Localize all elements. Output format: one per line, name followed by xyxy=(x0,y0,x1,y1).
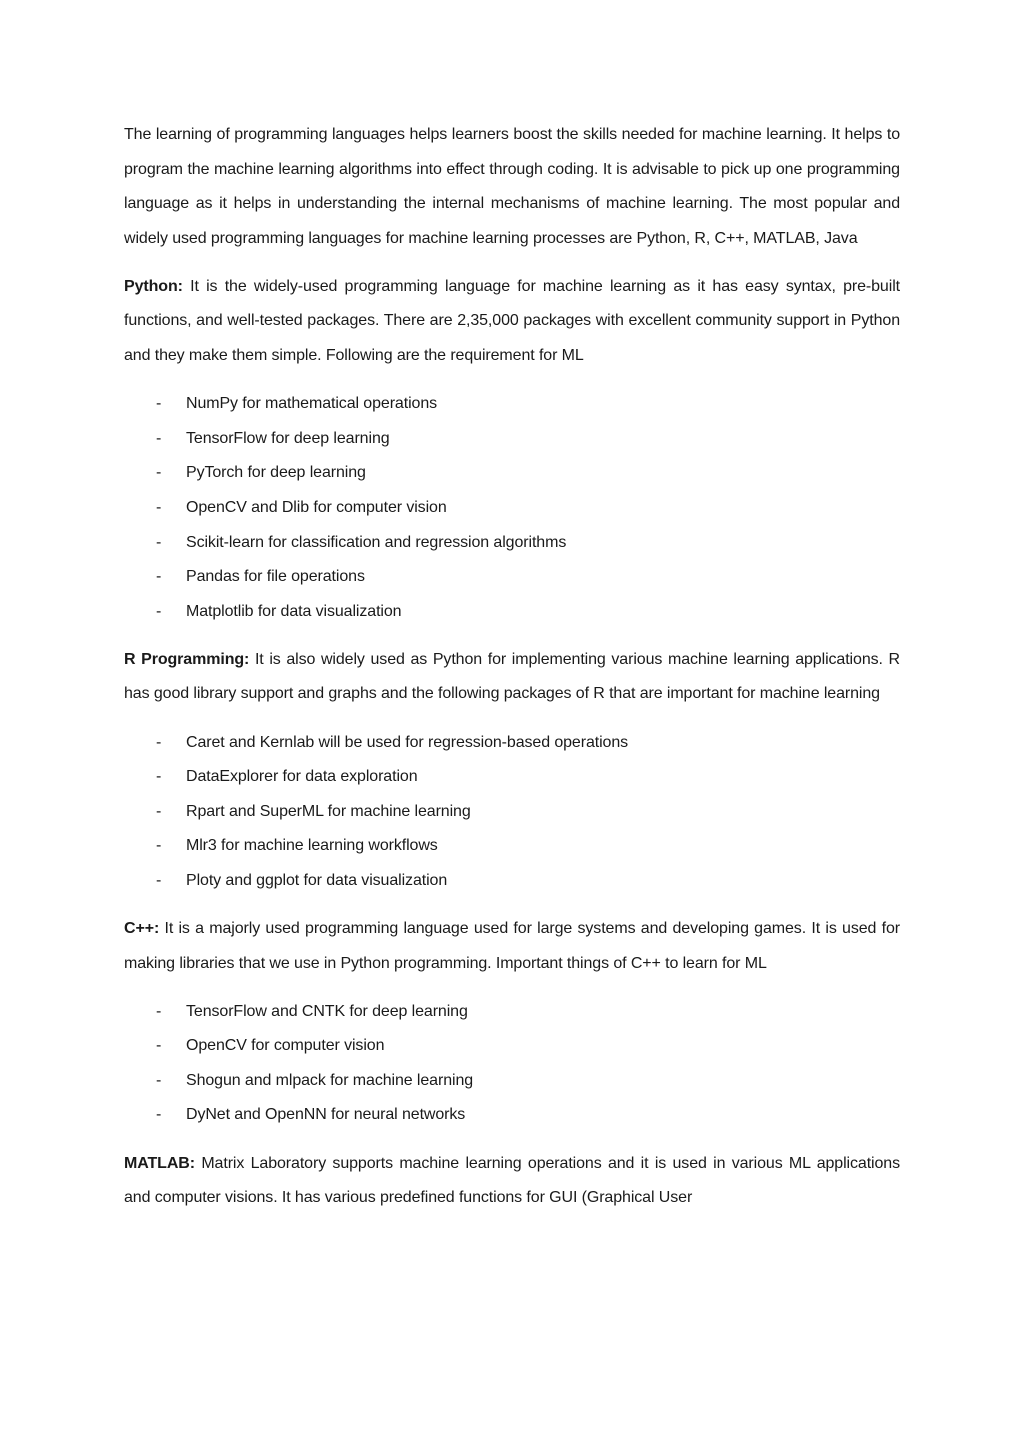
list-item xyxy=(124,726,900,761)
list-item-text: OpenCV and Dlib for computer vision xyxy=(186,498,447,516)
bullet-dash: - xyxy=(156,1002,162,1020)
document-page xyxy=(124,118,900,1229)
list-item-text: Mlr3 for machine learning workflows xyxy=(186,837,438,855)
bullet-dash: - xyxy=(156,395,162,413)
list-item-text: Rpart and SuperML for machine learning xyxy=(186,802,471,820)
cpp-text: It is a majorly used programming language used for large systems and developing games. It is used for making libraries that we use in Python programming. Important things of C++ to learn for ML xyxy=(124,919,900,972)
list-item-text: TensorFlow for deep learning xyxy=(186,429,390,447)
list-item xyxy=(124,760,900,795)
bullet-dash: - xyxy=(156,429,162,447)
r-programming-paragraph xyxy=(124,643,900,712)
bullet-dash: - xyxy=(156,768,162,786)
bullet-dash: - xyxy=(156,602,162,620)
list-item xyxy=(124,387,900,422)
bullet-dash: - xyxy=(156,464,162,482)
bullet-dash: - xyxy=(156,871,162,889)
list-item xyxy=(124,1098,900,1133)
list-item xyxy=(124,526,900,561)
list-item-text: Pandas for file operations xyxy=(186,568,365,586)
bullet-dash: - xyxy=(156,1106,162,1124)
cpp-paragraph xyxy=(124,912,900,981)
list-item-text: NumPy for mathematical operations xyxy=(186,395,438,413)
list-item xyxy=(124,995,900,1030)
list-item xyxy=(124,595,900,630)
bullet-dash: - xyxy=(156,533,162,551)
list-item-text: Matplotlib for data visualization xyxy=(186,602,402,620)
matlab-text: Matrix Laboratory supports machine learning operations and it is used in various ML applications and computer visions. It has various predefined functions for GUI (Graphical User xyxy=(124,1154,900,1207)
intro-paragraph: The learning of programming languages helps learners boost the skills needed for machine learning. It helps to program the machine learning algorithms into effect through coding. It is advisable to pick up one programming language as it helps in understanding the internal mechanisms of machine learning. The most popular and widely used programming languages for machine learning processes are Python, R, C++, MATLAB, Java xyxy=(124,126,900,247)
list-item xyxy=(124,829,900,864)
list-item-text: PyTorch for deep learning xyxy=(186,464,366,482)
list-item-text: Scikit-learn for classification and regression algorithms xyxy=(186,533,567,551)
list-item xyxy=(124,795,900,830)
list-item xyxy=(124,864,900,899)
bullet-dash: - xyxy=(156,1071,162,1089)
r-programming-heading: R Programming: xyxy=(124,650,250,668)
list-item-text: DataExplorer for data exploration xyxy=(186,768,418,786)
python-text: It is the widely-used programming language for machine learning as it has easy syntax, pre-built functions, and well-tested packages. There are 2,35,000 packages with excellent community support in Python and they make them simple. Following are the requirement for ML xyxy=(124,277,900,365)
bullet-dash: - xyxy=(156,568,162,586)
bullet-dash: - xyxy=(156,802,162,820)
bullet-dash: - xyxy=(156,498,162,516)
list-item xyxy=(124,1064,900,1099)
list-item xyxy=(124,1029,900,1064)
cpp-heading: C++: xyxy=(124,919,160,937)
python-heading: Python: xyxy=(124,277,183,295)
cpp-library-list xyxy=(124,995,900,1133)
list-item-text: Caret and Kernlab will be used for regression-based operations xyxy=(186,733,629,751)
matlab-heading: MATLAB: xyxy=(124,1154,195,1172)
bullet-dash: - xyxy=(156,1037,162,1055)
list-item-text: OpenCV for computer vision xyxy=(186,1037,385,1055)
list-item xyxy=(124,456,900,491)
list-item xyxy=(124,560,900,595)
list-item xyxy=(124,422,900,457)
python-package-list xyxy=(124,387,900,629)
bullet-dash: - xyxy=(156,733,162,751)
r-package-list xyxy=(124,726,900,899)
matlab-paragraph xyxy=(124,1147,900,1216)
list-item xyxy=(124,491,900,526)
list-item-text: Ploty and ggplot for data visualization xyxy=(186,871,448,889)
list-item-text: Shogun and mlpack for machine learning xyxy=(186,1071,474,1089)
python-paragraph xyxy=(124,270,900,374)
r-programming-text: It is also widely used as Python for implementing various machine learning applications. R has good library support and graphs and the following packages of R that are important for machine learning xyxy=(124,650,900,703)
bullet-dash: - xyxy=(156,837,162,855)
list-item-text: TensorFlow and CNTK for deep learning xyxy=(186,1002,468,1020)
list-item-text: DyNet and OpenNN for neural networks xyxy=(186,1106,466,1124)
